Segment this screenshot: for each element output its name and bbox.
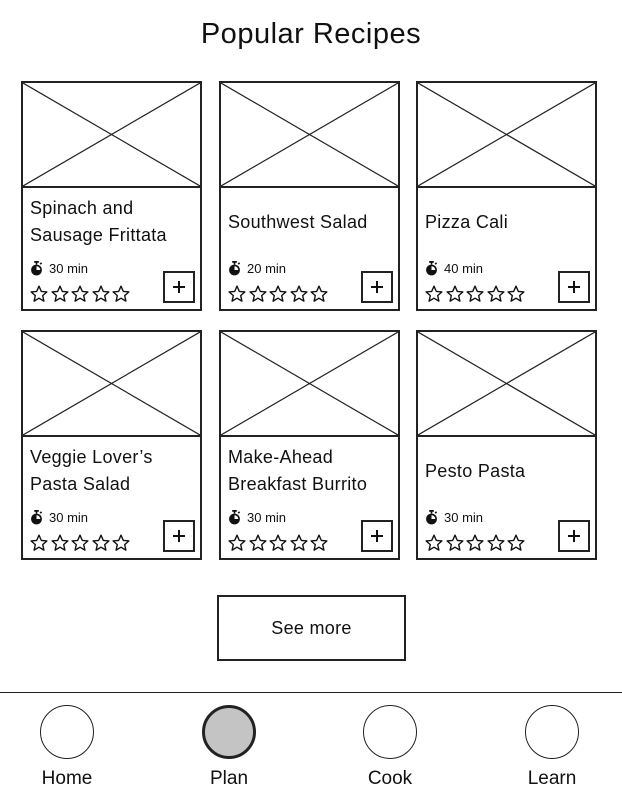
nav-label: Home xyxy=(41,768,93,789)
plus-icon xyxy=(172,529,186,543)
star-icon[interactable] xyxy=(424,284,444,304)
recipe-time xyxy=(30,507,88,527)
recipe-time xyxy=(425,507,483,527)
star-icon[interactable] xyxy=(465,284,485,304)
recipe-time xyxy=(30,258,88,278)
rating-stars[interactable] xyxy=(227,284,330,304)
recipe-card-4[interactable] xyxy=(21,330,202,560)
rating-stars[interactable] xyxy=(29,284,132,304)
plus-icon xyxy=(370,529,384,543)
rating-stars[interactable] xyxy=(29,533,132,553)
star-icon[interactable] xyxy=(486,284,506,304)
image-placeholder-icon xyxy=(23,83,200,188)
recipe-title[interactable]: Pizza Cali xyxy=(425,211,509,232)
star-icon[interactable] xyxy=(248,533,268,553)
add-recipe-button[interactable] xyxy=(361,271,393,303)
nav-icon-placeholder xyxy=(525,705,579,759)
recipe-time-label: 40 min xyxy=(444,260,484,276)
recipe-time-label: 30 min xyxy=(49,260,89,276)
see-more-button[interactable]: See more xyxy=(217,595,406,661)
recipe-title[interactable]: Make-Ahead Breakfast Burrito xyxy=(228,447,368,494)
nav-icon-placeholder xyxy=(363,705,417,759)
star-icon[interactable] xyxy=(506,284,526,304)
recipe-title[interactable]: Southwest Salad xyxy=(228,211,368,232)
nav-label: Plan xyxy=(209,768,249,789)
recipe-time xyxy=(425,258,483,278)
recipe-title[interactable]: Veggie Lover’s Pasta Salad xyxy=(30,447,153,494)
star-icon[interactable] xyxy=(486,533,506,553)
star-icon[interactable] xyxy=(91,284,111,304)
stopwatch-icon xyxy=(425,261,438,276)
recipe-card-3[interactable] xyxy=(416,81,597,311)
bottom-nav-divider xyxy=(0,692,622,693)
star-icon[interactable] xyxy=(91,533,111,553)
recipe-title[interactable]: Spinach and Sausage Frittata xyxy=(30,198,167,245)
star-icon[interactable] xyxy=(50,284,70,304)
rating-stars[interactable] xyxy=(424,533,527,553)
nav-item-home[interactable] xyxy=(17,705,117,800)
star-icon[interactable] xyxy=(50,533,70,553)
recipe-card-body xyxy=(23,437,200,558)
rating-stars[interactable] xyxy=(227,533,330,553)
recipe-time xyxy=(228,507,286,527)
recipe-card-1[interactable] xyxy=(21,81,202,311)
star-icon[interactable] xyxy=(70,533,90,553)
recipe-title-wrap xyxy=(425,443,593,499)
plus-icon xyxy=(567,280,581,294)
recipe-title-wrap xyxy=(425,194,593,250)
image-placeholder-icon xyxy=(23,332,200,437)
star-icon[interactable] xyxy=(465,533,485,553)
stopwatch-icon xyxy=(425,510,438,525)
plus-icon xyxy=(567,529,581,543)
stopwatch-icon xyxy=(228,261,241,276)
recipe-title-wrap xyxy=(30,443,198,499)
plus-icon xyxy=(370,280,384,294)
plus-icon xyxy=(172,280,186,294)
add-recipe-button[interactable] xyxy=(558,520,590,552)
recipe-card-5[interactable] xyxy=(219,330,400,560)
star-icon[interactable] xyxy=(445,533,465,553)
star-icon[interactable] xyxy=(289,533,309,553)
recipe-card-body xyxy=(23,188,200,309)
star-icon[interactable] xyxy=(227,284,247,304)
star-icon[interactable] xyxy=(111,533,131,553)
image-placeholder-icon xyxy=(418,83,595,188)
star-icon[interactable] xyxy=(506,533,526,553)
recipe-card-6[interactable] xyxy=(416,330,597,560)
recipe-time-label: 30 min xyxy=(247,509,287,525)
recipe-card-body xyxy=(221,188,398,309)
nav-icon-placeholder xyxy=(40,705,94,759)
nav-label: Cook xyxy=(367,768,413,789)
star-icon[interactable] xyxy=(111,284,131,304)
star-icon[interactable] xyxy=(445,284,465,304)
nav-item-learn[interactable] xyxy=(502,705,602,800)
star-icon[interactable] xyxy=(268,533,288,553)
recipe-title[interactable]: Pesto Pasta xyxy=(425,460,526,481)
nav-item-plan[interactable] xyxy=(179,705,279,800)
stopwatch-icon xyxy=(30,261,43,276)
star-icon[interactable] xyxy=(289,284,309,304)
image-placeholder-icon xyxy=(418,332,595,437)
recipe-title-wrap xyxy=(30,194,198,250)
recipe-time-label: 30 min xyxy=(49,509,89,525)
stopwatch-icon xyxy=(30,510,43,525)
recipe-card-2[interactable] xyxy=(219,81,400,311)
page-title: Popular Recipes xyxy=(200,18,422,50)
recipe-card-body xyxy=(418,437,595,558)
image-placeholder-icon xyxy=(221,332,398,437)
image-placeholder-icon xyxy=(221,83,398,188)
star-icon[interactable] xyxy=(70,284,90,304)
star-icon[interactable] xyxy=(248,284,268,304)
star-icon[interactable] xyxy=(227,533,247,553)
add-recipe-button[interactable] xyxy=(558,271,590,303)
star-icon[interactable] xyxy=(309,533,329,553)
recipe-time-label: 30 min xyxy=(444,509,484,525)
recipe-card-body xyxy=(221,437,398,558)
add-recipe-button[interactable] xyxy=(163,520,195,552)
recipe-title-wrap xyxy=(228,194,396,250)
star-icon[interactable] xyxy=(268,284,288,304)
nav-label: Learn xyxy=(527,768,577,789)
recipe-title-wrap xyxy=(228,443,396,499)
stopwatch-icon xyxy=(228,510,241,525)
add-recipe-button[interactable] xyxy=(163,271,195,303)
recipe-card-body xyxy=(418,188,595,309)
add-recipe-button[interactable] xyxy=(361,520,393,552)
star-icon[interactable] xyxy=(29,533,49,553)
rating-stars[interactable] xyxy=(424,284,527,304)
star-icon[interactable] xyxy=(424,533,444,553)
nav-item-cook[interactable] xyxy=(340,705,440,800)
star-icon[interactable] xyxy=(309,284,329,304)
star-icon[interactable] xyxy=(29,284,49,304)
recipe-time-label: 20 min xyxy=(247,260,287,276)
nav-icon-placeholder xyxy=(202,705,256,759)
recipe-time xyxy=(228,258,286,278)
